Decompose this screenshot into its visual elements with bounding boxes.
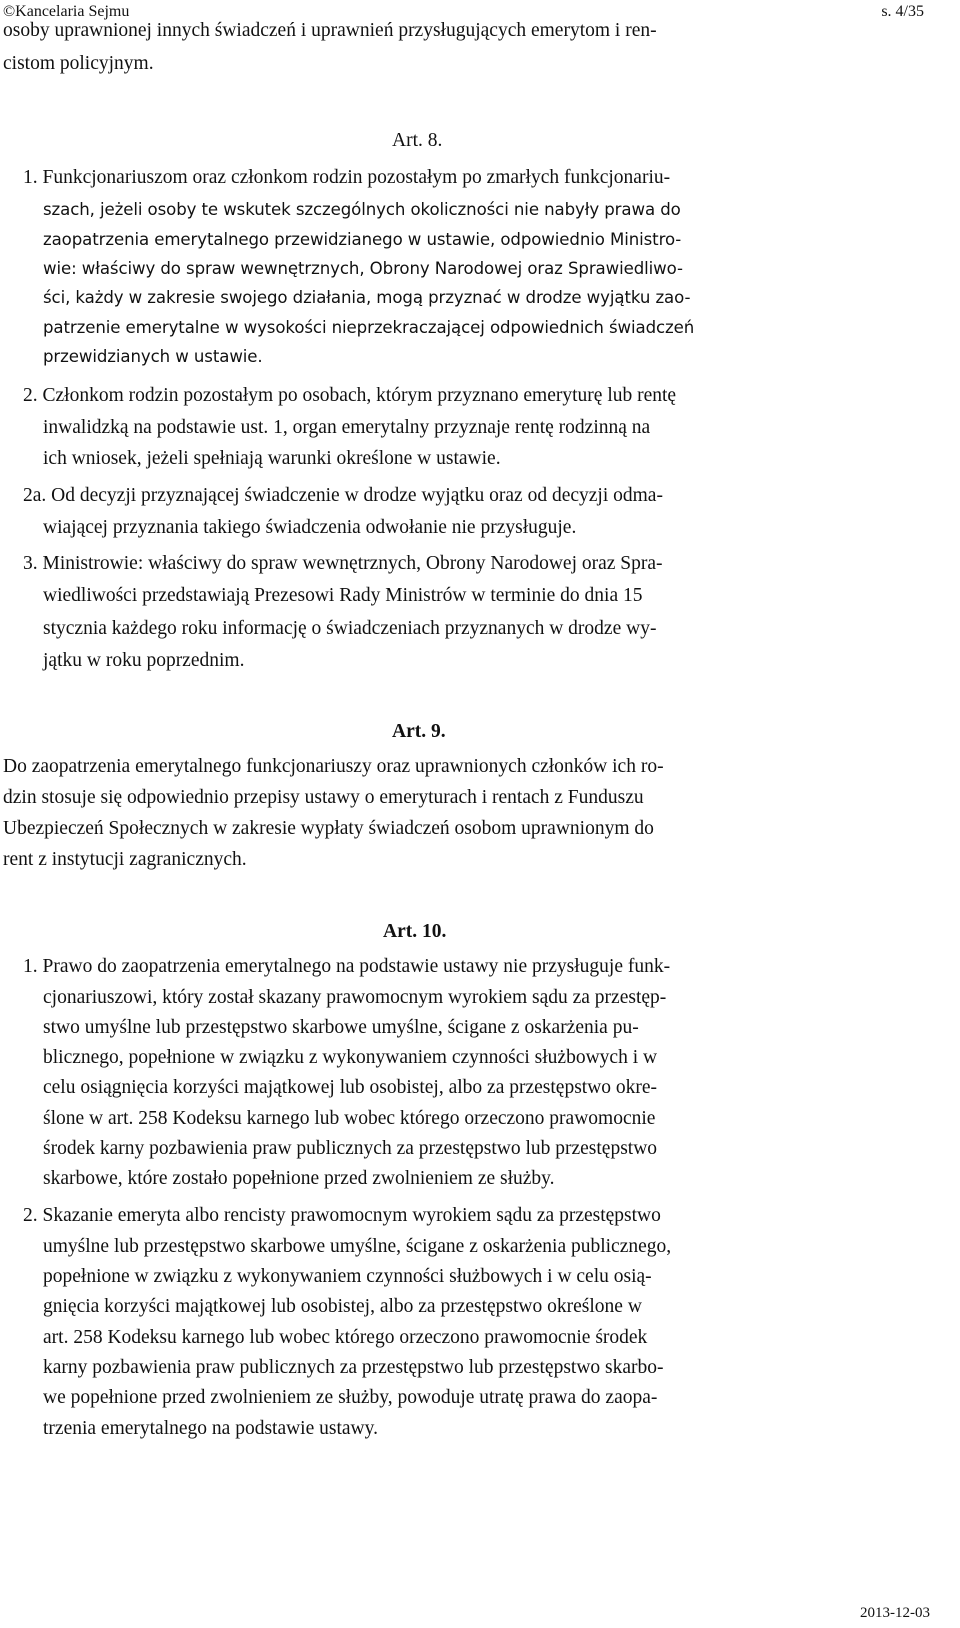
paragraph-line: trzenia emerytalnego na podstawie ustawy. [43,1418,378,1439]
paragraph-line: wiedliwości przedstawiają Prezesowi Rady Ministrów w terminie do dnia 15 [43,585,643,606]
paragraph-line: karny pozbawienia praw publicznych za przestępstwo lub przestępstwo skarbo- [43,1357,664,1378]
paragraph-line: skarbowe, które zostało popełnione przed zwolnieniem ze służby. [43,1168,555,1189]
footer-date: 2013-12-03 [860,1605,930,1621]
paragraph-line: popełnione w związku z wykonywaniem czynności służbowych i w celu osią- [43,1266,652,1287]
paragraph-line: 1. Prawo do zaopatrzenia emerytalnego na podstawie ustawy nie przysługuje funk- [23,956,671,977]
paragraph-line: we popełnione przed zwolnieniem ze służby, powoduje utratę prawa do zaopa- [43,1387,658,1408]
paragraph-line: ich wniosek, jeżeli spełniają warunki określone w ustawie. [43,448,501,469]
paragraph-line: 2a. Od decyzji przyznającej świadczenie w drodze wyjątku oraz od decyzji odma- [23,485,663,506]
header-copyright: ©Kancelaria Sejmu [3,3,130,20]
article-heading-8: Art. 8. [392,130,443,151]
paragraph-line: umyślne lub przestępstwo skarbowe umyślne, ścigane z oskarżenia publicznego, [43,1236,672,1257]
article-heading-9: Art. 9. [392,721,446,742]
text-line: cistom policyjnym. [3,53,154,74]
paragraph-line: przewidzianych w ustawie. [43,347,263,366]
paragraph-line: ślone w art. 258 Kodeksu karnego lub wobec którego orzeczono prawomocnie [43,1108,656,1129]
paragraph-line: wiającej przyznania takiego świadczenia odwołanie nie przysługuje. [43,517,577,538]
paragraph-line: stycznia każdego roku informację o świadczeniach przyznanych w drodze wy- [43,618,657,639]
paragraph-line: Ubezpieczeń Społecznych w zakresie wypłaty świadczeń osobom uprawnionym do [3,818,654,839]
paragraph-line: 1. Funkcjonariuszom oraz członkom rodzin pozostałym po zmarłych funkcjonariu- [23,167,671,188]
paragraph-line: inwalidzką na podstawie ust. 1, organ emerytalny przyznaje rentę rodzinną na [43,417,651,438]
article-heading-10: Art. 10. [383,921,447,942]
text-line: osoby uprawnionej innych świadczeń i uprawnień przysługujących emerytom i ren- [3,20,657,41]
paragraph-line: 2. Członkom rodzin pozostałym po osobach, którym przyznano emeryturę lub rentę [23,385,677,406]
paragraph-line: ści, każdy w zakresie swojego działania, mogą przyznać w drodze wyjątku zao- [43,288,691,307]
paragraph-line: blicznego, popełnione w związku z wykonywaniem czynności służbowych i w [43,1047,658,1068]
paragraph-line: 2. Skazanie emeryta albo rencisty prawomocnym wyrokiem sądu za przestępstwo [23,1205,661,1226]
paragraph-line: wie: właściwy do spraw wewnętrznych, Obrony Narodowej oraz Sprawiedliwo- [43,259,683,278]
paragraph-line: art. 258 Kodeksu karnego lub wobec którego orzeczono prawomocnie środek [43,1327,648,1348]
paragraph-line: stwo umyślne lub przestępstwo skarbowe umyślne, ścigane z oskarżenia pu- [43,1017,639,1038]
paragraph-line: cjonariuszowi, który został skazany prawomocnym wyrokiem sądu za przestęp- [43,987,667,1008]
paragraph-line: dzin stosuje się odpowiednio przepisy ustawy o emeryturach i rentach z Funduszu [3,787,644,808]
paragraph-line: rent z instytucji zagranicznych. [3,849,247,870]
paragraph-line: zaopatrzenia emerytalnego przewidzianego w ustawie, odpowiednio Ministro- [43,230,682,249]
header-page-number: s. 4/35 [881,3,924,20]
paragraph-line: Do zaopatrzenia emerytalnego funkcjonariuszy oraz uprawnionych członków ich ro- [3,756,664,777]
paragraph-line: celu osiągnięcia korzyści majątkowej lub osobistej, albo za przestępstwo okre- [43,1077,658,1098]
paragraph-line: patrzenie emerytalne w wysokości nieprzekraczającej odpowiednich świadczeń [43,318,695,337]
paragraph-line: środek karny pozbawienia praw publicznych za przestępstwo lub przestępstwo [43,1138,658,1159]
paragraph-line: szach, jeżeli osoby te wskutek szczególnych okoliczności nie nabyły prawa do [43,200,681,219]
paragraph-line: gnięcia korzyści majątkowej lub osobistej, albo za przestępstwo określone w [43,1296,642,1317]
paragraph-line: jątku w roku poprzednim. [43,650,245,671]
paragraph-line: 3. Ministrowie: właściwy do spraw wewnętrznych, Obrony Narodowej oraz Spra- [23,553,663,574]
